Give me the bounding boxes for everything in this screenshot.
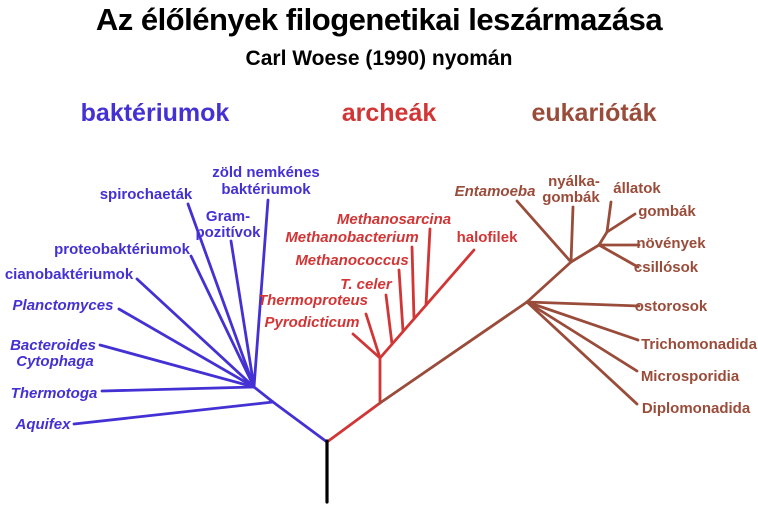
- label-methanococcus: Methanococcus: [295, 252, 409, 269]
- branch-ostorosok: [527, 302, 639, 306]
- label-csillosok: csillósok: [633, 259, 699, 276]
- branch-diplomonadida: [527, 302, 637, 404]
- spine-eukaryota-4: [599, 232, 607, 245]
- label-allatok: állatok: [613, 180, 661, 197]
- page-subtitle: Carl Woese (1990) nyomán: [245, 47, 513, 70]
- page-title: Az élőlények filogenetikai leszármazása: [95, 2, 663, 37]
- label-methanobacterium: Methanobacterium: [285, 229, 419, 246]
- branch-t-celer: [386, 295, 392, 344]
- label-nyalka-1: nyálka-: [548, 173, 600, 190]
- branch-nyalkagombak: [571, 207, 573, 262]
- domain-header-eukaryota: eukarióták: [531, 99, 657, 127]
- domain-header-bacteria: baktériumok: [80, 99, 230, 127]
- domain-header-archaea: archeák: [341, 99, 437, 127]
- label-t-celer: T. celer: [340, 276, 392, 293]
- label-gombak: gombák: [638, 203, 696, 220]
- branch-methanococcus: [399, 270, 403, 331]
- branch-methanosarcina: [426, 229, 430, 305]
- label-gram-1: Gram-: [205, 208, 251, 225]
- spine-eukaryota-3: [571, 245, 599, 262]
- branch-entamoeba: [517, 201, 571, 262]
- branch-trichomonadida: [527, 302, 638, 340]
- label-spirochaetak: spirochaeták: [99, 186, 193, 203]
- branch-gombak: [607, 214, 635, 232]
- label-thermoproteus: Thermoproteus: [257, 292, 369, 309]
- label-cytophaga: Cytophaga: [16, 353, 94, 370]
- branch-aquifex: [74, 402, 273, 424]
- branch-csillosok: [599, 245, 638, 267]
- label-proteobakteriumok: proteobaktériumok: [54, 241, 190, 258]
- label-bacteroides: Bacteroides: [10, 337, 96, 354]
- branch-thermotoga: [102, 387, 254, 391]
- label-cianobakteriumok: cianobaktériumok: [4, 266, 134, 283]
- label-pyrodicticum: Pyrodicticum: [264, 314, 360, 331]
- spine-bacteria-lower: [273, 402, 327, 442]
- spine-eukaryota-2: [527, 262, 571, 302]
- label-entamoeba: Entamoeba: [454, 183, 536, 200]
- label-ostorosok: ostorosok: [634, 298, 708, 315]
- label-zold-nemkenes-1: zöld nemkénes: [212, 164, 320, 181]
- branch-methanobacterium: [412, 247, 414, 319]
- label-microsporidia: Microsporidia: [640, 368, 740, 385]
- label-planctomyces: Planctomyces: [12, 297, 114, 314]
- label-diplomonadida: Diplomonadida: [641, 400, 751, 417]
- spine-bacteria-upper: [254, 387, 273, 402]
- spine-archaea-lower: [327, 403, 380, 442]
- label-methanosarcina: Methanosarcina: [336, 211, 452, 228]
- label-nyalka-2: gombák: [542, 189, 600, 206]
- label-gram-2: pozitívok: [195, 224, 261, 241]
- label-halofilek: halofilek: [456, 229, 518, 246]
- label-aquifex: Aquifex: [15, 416, 71, 433]
- branch-microsporidia: [527, 302, 637, 371]
- label-novenyek: növények: [636, 235, 706, 252]
- label-trichomonadida: Trichomonadida: [641, 336, 757, 353]
- label-thermotoga: Thermotoga: [10, 385, 98, 402]
- label-zold-nemkenes-2: baktériumok: [221, 181, 311, 198]
- branch-allatok: [607, 202, 611, 232]
